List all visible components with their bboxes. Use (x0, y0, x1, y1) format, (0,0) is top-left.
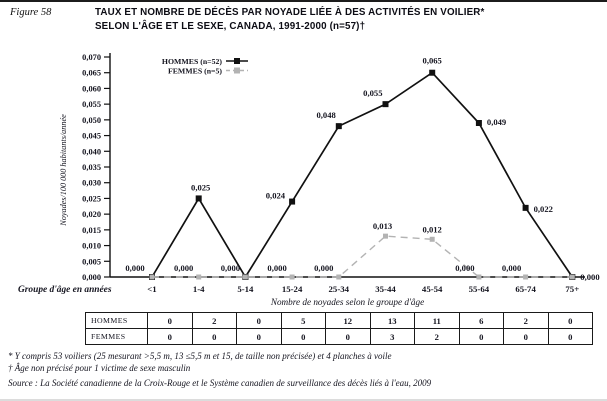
y-tick-label: 0,020 (82, 210, 101, 220)
data-point (476, 120, 482, 126)
table-cell: 2 (192, 313, 237, 329)
y-axis-title: Noyades/100 000 habitants/année (59, 114, 68, 226)
table-cell: 6 (459, 313, 504, 329)
table-row-label: HOMMES (86, 313, 148, 329)
table-cell: 0 (237, 329, 282, 345)
table-cell: 0 (504, 329, 549, 345)
x-tick-label: 15-24 (281, 284, 303, 294)
data-label: 0,000 (314, 263, 334, 273)
data-point (290, 275, 295, 280)
x-axis-left-caption: Groupe d'âge en années (18, 285, 112, 295)
chart-title-line1: TAUX ET NOMBRE DE DÉCÈS PAR NOYADE LIÉE À DES ACTIVITÉS EN VOILIER* (95, 7, 485, 18)
y-tick-label: 0,040 (82, 147, 101, 157)
table-cell: 0 (192, 329, 237, 345)
data-point (150, 275, 155, 280)
table-cell: 13 (370, 313, 415, 329)
x-tick-label: 5-14 (237, 284, 254, 294)
legend-marker (234, 58, 240, 64)
legend-label: FEMMES (n=5) (167, 66, 222, 76)
source-line: Source : La Société canadienne de la Croix-Rouge et le Système canadien de surveillance des décès liés à l'eau, 2009 (8, 378, 432, 388)
table-cell: 0 (237, 313, 282, 329)
data-label: 0,022 (533, 203, 553, 214)
table-cell: 2 (415, 329, 460, 345)
table-cell: 0 (459, 329, 504, 345)
table-cell: 2 (504, 313, 549, 329)
data-label: 0,065 (422, 55, 442, 66)
data-label: 0,055 (363, 88, 383, 99)
legend-label: HOMMES (n=52) (161, 57, 222, 66)
x-tick-label: 75+ (565, 284, 580, 294)
scan-edge-top (0, 0, 607, 2)
table-row (86, 313, 593, 329)
y-tick-label: 0,065 (82, 68, 101, 78)
y-tick-label: 0,070 (82, 53, 101, 62)
data-point (476, 275, 481, 280)
data-point (243, 275, 248, 280)
data-label: 0,000 (501, 263, 522, 273)
data-label: 0,013 (372, 221, 393, 232)
chart-svg (0, 46, 607, 308)
y-tick-label: 0,050 (82, 115, 101, 125)
data-label: 0,012 (422, 224, 442, 235)
y-tick-label: 0,015 (82, 225, 101, 235)
table-cell: 3 (370, 329, 415, 345)
x-tick-label: 35-44 (375, 284, 396, 294)
counts-table (85, 312, 593, 345)
y-tick-label: 0,035 (82, 163, 101, 172)
y-tick-label: 0,045 (82, 131, 101, 141)
x-tick-label: <1 (147, 284, 157, 294)
table-cell: 0 (326, 329, 371, 345)
data-label: 0,000 (267, 263, 287, 273)
table-cell: 0 (548, 313, 593, 329)
footnote-asterisk: * Y compris 53 voiliers (25 mesurant >5,5 m, 13 ≤5,5 m et 15, de taille non précisée) et 4 planches à voile (8, 351, 392, 361)
data-label: 0,000 (174, 263, 194, 273)
data-point (289, 199, 295, 205)
data-point (336, 123, 342, 129)
table-cell: 12 (326, 313, 371, 329)
y-tick-label: 0,060 (82, 84, 101, 94)
table-row (86, 329, 593, 345)
data-label: 0,000 (580, 272, 600, 282)
data-label: 0,024 (265, 190, 286, 201)
data-point (523, 205, 529, 211)
data-point (523, 275, 528, 280)
data-point (570, 275, 575, 280)
chart-title-line2: SELON L'ÂGE ET LE SEXE, CANADA, 1991-2000 (n=57)† (95, 20, 366, 32)
y-tick-label: 0,025 (82, 194, 101, 204)
data-point (196, 275, 201, 280)
data-label: 0,000 (125, 263, 145, 273)
x-axis-bottom-caption: Nombre de noyades selon le groupe d'âge (270, 297, 425, 307)
table-row-label: FEMMES (86, 329, 148, 345)
y-tick-label: 0,010 (82, 241, 101, 251)
y-tick-label: 0,030 (82, 178, 101, 188)
x-tick-label: 55-64 (468, 284, 490, 294)
data-point (430, 237, 435, 242)
data-label: 0,049 (486, 117, 507, 127)
data-point (383, 101, 389, 107)
x-tick-label: 25-34 (328, 284, 350, 294)
footnote-dagger: † Âge non précisé pour 1 victime de sexe masculin (8, 363, 191, 373)
series-line-hommes (152, 73, 572, 277)
data-label: 0,025 (191, 182, 211, 193)
data-point (429, 70, 435, 76)
x-tick-label: 1-4 (192, 284, 205, 294)
data-label: 0,048 (316, 110, 336, 121)
counts-table-body (86, 313, 593, 345)
table-cell: 0 (281, 329, 326, 345)
table-cell: 0 (548, 329, 593, 345)
data-label: 0,000 (455, 263, 475, 273)
figure-label: Figure 58 (10, 7, 52, 18)
data-point (383, 234, 388, 239)
data-point (196, 195, 202, 201)
x-tick-label: 45-54 (421, 284, 443, 294)
chart-title (95, 6, 575, 33)
table-cell: 0 (148, 313, 193, 329)
y-tick-label: 0,005 (82, 257, 101, 267)
y-tick-label: 0,000 (82, 273, 101, 282)
table-cell: 11 (415, 313, 460, 329)
table-cell: 5 (281, 313, 326, 329)
x-tick-label: 65-74 (515, 284, 536, 294)
legend-marker (234, 68, 240, 74)
data-point (336, 275, 341, 280)
table-cell: 0 (148, 329, 193, 345)
data-label: 0,000 (220, 263, 241, 273)
y-tick-label: 0,055 (82, 100, 101, 110)
chart-area (0, 46, 607, 308)
